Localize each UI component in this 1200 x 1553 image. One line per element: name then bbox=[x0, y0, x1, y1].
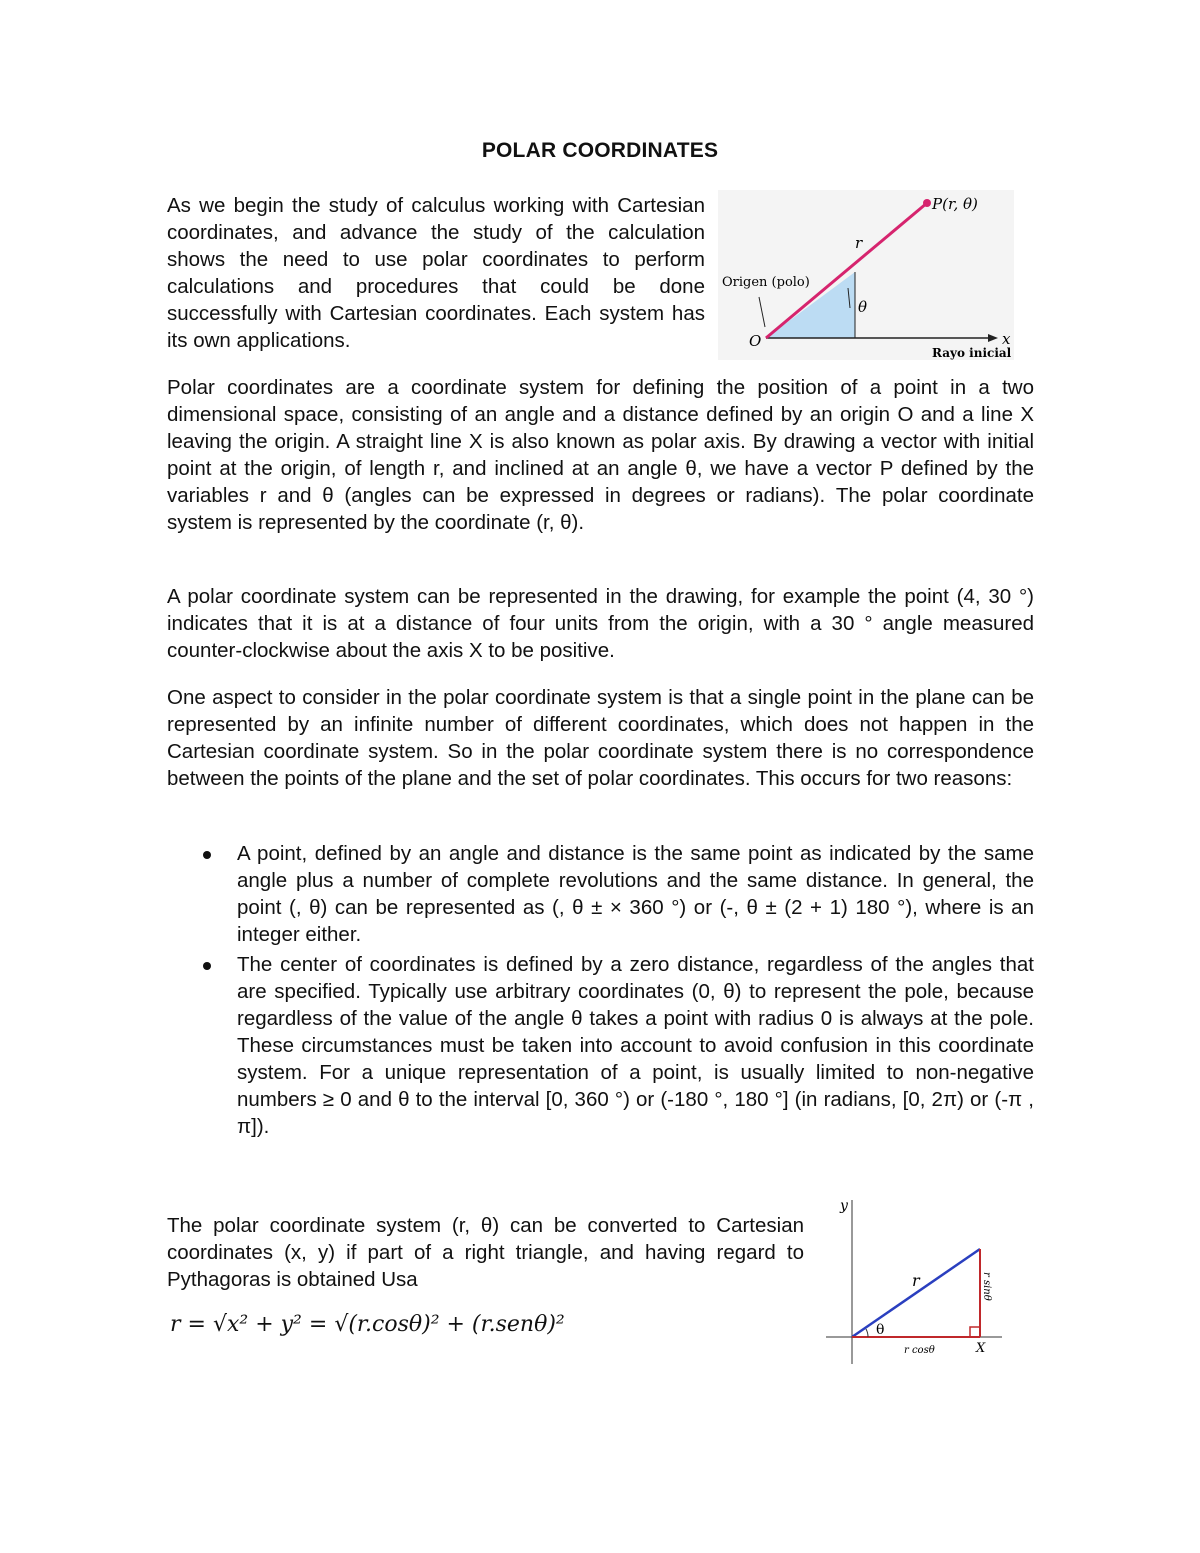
opposite-label: r sinθ bbox=[981, 1272, 992, 1301]
polar-diagram bbox=[718, 190, 1014, 360]
x-axis-label: X bbox=[976, 1341, 986, 1356]
bullet-icon bbox=[203, 851, 211, 859]
formula-lhs: r = bbox=[170, 1312, 206, 1337]
aspect-paragraph: One aspect to consider in the polar coordinate system is that a single point in the plane can be represented by an infinite number of different coordinates, which does not happen in the Cartesian coordinate system. So in the polar coordinate system there is no correspondence between the points of the plane and the set of polar coordinates. This occurs for two reasons: bbox=[167, 686, 1034, 790]
hypotenuse bbox=[852, 1249, 980, 1337]
r-label: r bbox=[912, 1271, 920, 1290]
origin-label: Origen (polo) bbox=[722, 275, 810, 290]
intro-paragraph: As we begin the study of calculus working with Cartesian coordinates, and advance the study of the calculation shows the need to use polar coordinates to perform calculations and procedures that could be done successfully with Cartesian coordinates. Each system has its own applications. bbox=[167, 194, 705, 352]
theta-label: θ bbox=[876, 1322, 885, 1338]
conversion-paragraph: The polar coordinate system (r, θ) can be converted to Cartesian coordinates (x, y) if part of a right triangle, and having regard to Pythagoras is obtained Usa bbox=[167, 1214, 804, 1291]
list-item-text: A point, defined by an angle and distance is the same point as indicated by the same angle plus a number of complete revolutions and the same distance. In general, the point (, θ) can be represented as (, θ ± × 360 °) or (-, θ ± (2 + 1) 180 °), where is an integer either. bbox=[237, 842, 1034, 946]
theta-arc bbox=[866, 1329, 868, 1337]
axis-arrow-icon bbox=[988, 334, 998, 342]
list-item bbox=[203, 840, 1034, 948]
x-axis-label: x bbox=[1002, 330, 1011, 348]
theta-label: θ bbox=[858, 298, 868, 316]
axis-name-label: Rayo inicial bbox=[932, 346, 1012, 360]
o-label: O bbox=[749, 332, 762, 350]
right-angle-mark bbox=[970, 1327, 980, 1337]
pythagoras-formula bbox=[170, 1312, 565, 1337]
example-paragraph: A polar coordinate system can be represented in the drawing, for example the point (4, 30 °) indicates that it is at a distance of four units from the origin, with a 30 ° angle measured counter-clockwise about the axis X to be positive. bbox=[167, 585, 1034, 662]
origin-pointer bbox=[759, 297, 765, 327]
polar-diagram-svg bbox=[718, 190, 1014, 360]
page-title: POLAR COORDINATES bbox=[481, 139, 719, 162]
triangle-diagram-svg bbox=[818, 1192, 1018, 1368]
formula-eq: = bbox=[308, 1312, 328, 1337]
formula-middle: √x² + y² bbox=[212, 1312, 302, 1337]
bullet-icon bbox=[203, 962, 211, 970]
triangle-diagram bbox=[818, 1192, 1018, 1368]
adjacent-label: r cosθ bbox=[904, 1345, 935, 1356]
y-axis-label: y bbox=[840, 1198, 848, 1214]
point-p-label: P(r, θ) bbox=[932, 195, 978, 213]
list-item-text: The center of coordinates is defined by a zero distance, regardless of the angles that are specified. Typically use arbitrary coordinates (0, θ) to represent the pole, because regardless of the value of the angle θ takes a point with radius 0 is always at the pole. These circumstances must be taken into account to avoid confusion in this coordinate system. For a unique representation of a point, is usually limited to non-negative numbers ≥ 0 and θ to the interval [0, 360 °) or (-180 °, 180 °] (in radians, [0, 2π) or (-π , π]). bbox=[237, 953, 1034, 1138]
reasons-list bbox=[203, 840, 1034, 1140]
formula-rhs: √(r.cosθ)² + (r.senθ)² bbox=[334, 1312, 565, 1337]
definition-paragraph: Polar coordinates are a coordinate system for defining the position of a point in a two dimensional space, consisting of an angle and a distance defined by an origin O and a line X leaving the origin. A straight line X is also known as polar axis. By drawing a vector with initial point at the origin, of length r, and inclined at an angle θ, we have a vector P defined by the variables r and θ (angles can be expressed in degrees or radians). The polar coordinate system is represented by the coordinate (r, θ). bbox=[167, 376, 1034, 534]
list-item bbox=[203, 951, 1034, 1140]
point-p-dot bbox=[923, 199, 931, 207]
r-label: r bbox=[855, 234, 863, 252]
